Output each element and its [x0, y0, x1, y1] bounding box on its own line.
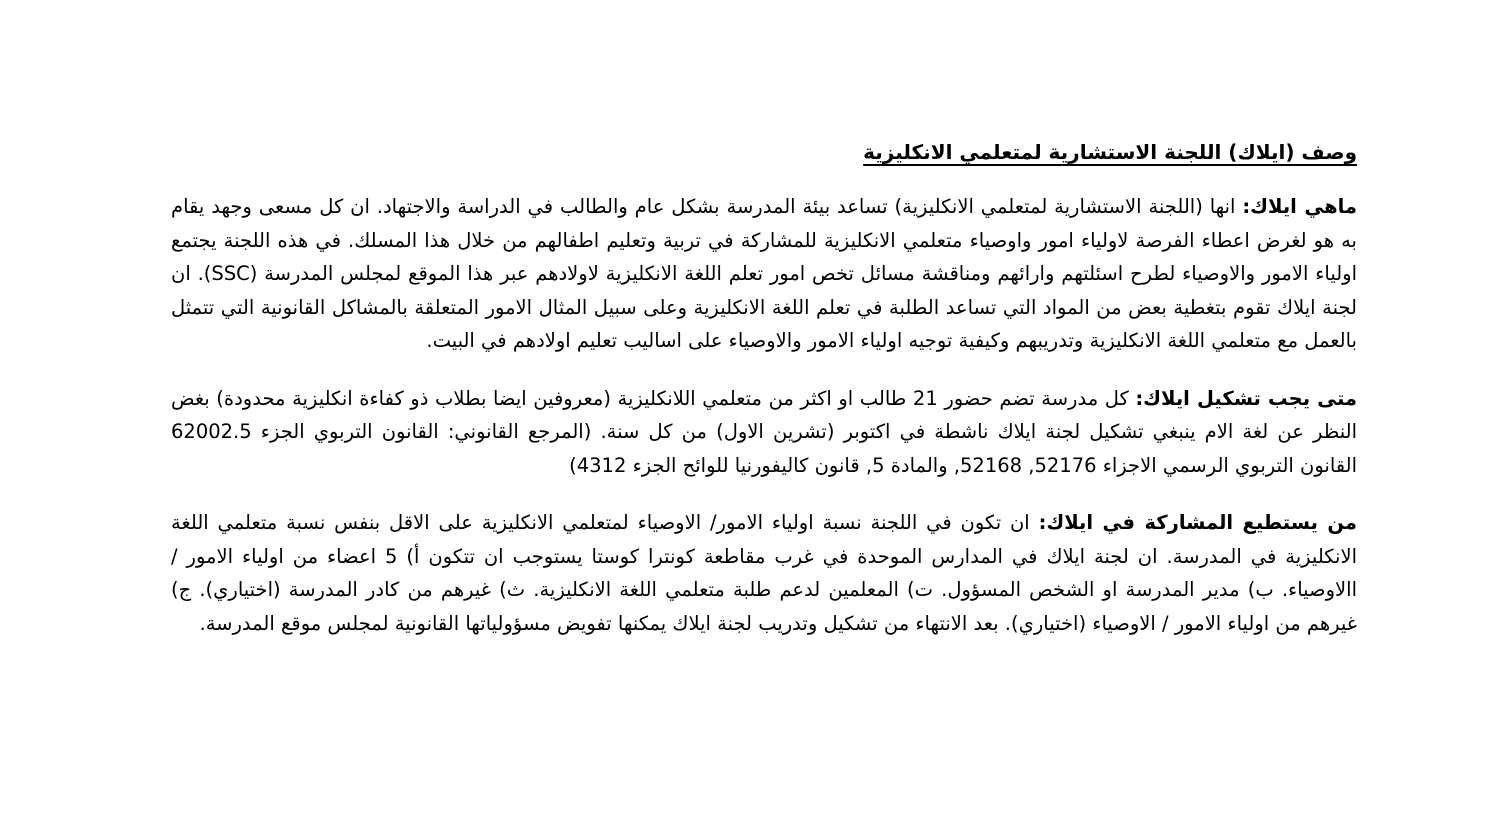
section-what-is-elac [171, 190, 1357, 358]
section-heading: ماهي ايلاك: [1242, 195, 1357, 218]
section-when-to-form [171, 382, 1357, 483]
document-body [171, 136, 1357, 664]
section-text: انها (اللجنة الاستشارية لمتعلمي الانكليزية) تساعد بيئة المدرسة بشكل عام والطالب في الدراسة والاجتهاد. ان كل مسعى وجهد يقام به هو لغرض اعطاء الفرصة لاولياء امور واوصياء متعلمي الانكليزية للمشاركة في تربية وتعليم اطفالهم من خلال هذا المسلك. في هذه اللجنة يجتمع اولياء الامور والاوصياء لطرح اسئلتهم وارائهم ومناقشة مسائل تخص امور تعلم اللغة الانكليزية لاولادهم عبر هذا الموقع لمجلس المدرسة (SSC). ان لجنة ايلاك تقوم بتغطية بعض من المواد التي تساعد الطلبة في تعلم اللغة الانكليزية وعلى سبيل المثال الامور المتعلقة بالمشاكل القانونية التي تتمثل بالعمل مع متعلمي اللغة الانكليزية وتدريبهم وكيفية توجيه اولياء الامور والاوصياء على اساليب تعليم اولادهم في البيت. [171, 195, 1357, 352]
section-heading: متى يجب تشكيل ايلاك: [1135, 386, 1357, 410]
document-title: وصف (ايلاك) اللجنة الاستشارية لمتعلمي الانكليزية [863, 140, 1357, 164]
section-who-can-participate [171, 506, 1357, 640]
section-text: ان تكون في اللجنة نسبة اولياء الامور/ الاوصياء لمتعلمي الانكليزية على الاقل بنفس نسبة متعلمي اللغة الانكليزية في المدرسة. ان لجنة ايلاك في المدارس الموحدة في غرب مقاطعة كونترا كوستا يستوجب ان تتكون أ) 5 اعضاء من اولياء الامور / االاوصياء. ب) مدير المدرسة او الشخص المسؤول. ت) المعلمين لدعم طلبة متعلمي اللغة الانكليزية. ث) غيرهم من كادر المدرسة (اختياري). ج) غيرهم من اولياء الامور / الاوصياء (اختياري). بعد الانتهاء من تشكيل وتدريب لجنة ايلاك يمكنها تفويض مسؤولياتها القانونية لمجلس موقع المدرسة. [171, 511, 1358, 635]
section-heading: من يستطيع المشاركة في ايلاك: [1038, 511, 1357, 534]
section-text: كل مدرسة تضم حضور 21 طالب او اكثر من متعلمي اللانكليزية (معروفين ايضا بطلاب ذو كفاءة انكليزية محدودة) بغض النظر عن لغة الام ينبغي تشكيل لجنة ايلاك ناشطة في اكتوبر (تشرين الاول) من كل سنة. (المرجع القانوني: القانون التربوي الجزء 62002.5 القانون التربوي الرسمي الاجزاء 52176, 52168, والمادة 5, قانون كاليفورنيا للوائح الجزء 4312) [171, 386, 1357, 477]
